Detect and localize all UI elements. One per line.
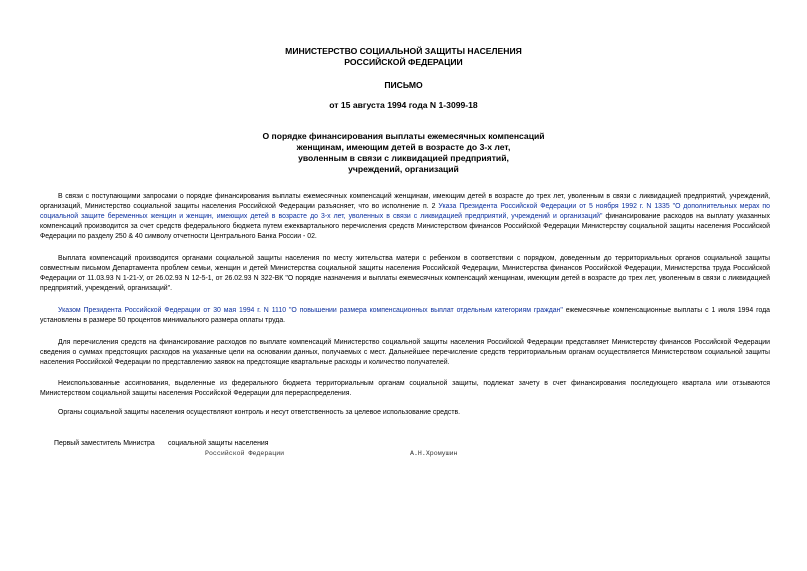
document-type: ПИСЬМО: [384, 80, 423, 90]
paragraph-2: Выплата компенсаций производится органами социальной защиты населения по месту жительства матери с ребенком в соответствии с порядком, доведенным до территориальных органов социальной защиты совместным письмом Департамента проблем семьи, женщин и детей Министерства социальной защиты населения Российской Федерации, Министерства финансов Российской Федерации, Министерства труда Российской Федерации от 11.03.93 N 1-21-У, от 26.02.93 N 12-5-1, от 26.02.93 N 322-ВК "О порядке назначения и выплаты ежемесячных компенсаций женщинам, имеющим детей в возрасте до трех лет, уволенным в связи с ликвидацией предприятий, учреждений, организаций".: [40, 255, 770, 292]
ministry-title-line2: РОССИЙСКОЙ ФЕДЕРАЦИИ: [344, 57, 463, 67]
paragraph-1-end: финансирование расходов на выплату указанных компенсаций производится за счет средств федерального бюджета путем ежеквартального перечисления средств Министерством финансов Российской Федерации Министерству социальной защиты населения Российской Федерации по разделу 250 & 40 символу отчетности Центрального Банка России - 02.: [40, 213, 770, 240]
subject-line1: О порядке финансирования выплаты ежемесячных компенсаций: [262, 131, 545, 141]
decree-1110-link[interactable]: Указом Президента Российской Федерации от 30 мая 1994 г. N 1110 "О повышении размера компенсационных выплат отдельным категориям граждан": [58, 307, 563, 314]
paragraph-5: Неиспользованные ассигнования, выделенные из федерального бюджета территориальным органам социальной защиты, подлежат зачету в счет финансирования последующего квартала или отзываются Министерством социальной защиты населения Российской Федерации для перераспределения.: [40, 380, 770, 397]
signature-org-line2: Российской Федерации: [205, 450, 285, 457]
paragraph-3: [40, 306, 770, 326]
subject-line2: женщинам, имеющим детей в возрасте до 3-х лет,: [296, 142, 511, 152]
subject-line3: уволенным в связи с ликвидацией предприятий,: [298, 153, 509, 163]
decree-1335-link[interactable]: Указа Президента Российской Федерации от 5 ноября 1992 г. N 1335 "О дополнительных мерах по социальной защите беременных женщин и женщин, имеющих детей в возрасте до 3-х лет, уволенных в связи с ликвидацией предприятий, учреждений и организаций": [40, 203, 770, 220]
paragraph-3-end: ежемесячные компенсационные выплаты с 1 июля 1994 года установлены в размере 50 процентов минимального размера оплаты труда.: [40, 307, 770, 324]
signature-position: Первый заместитель Министра: [54, 440, 155, 447]
paragraph-4: Для перечисления средств на финансирование расходов по выплате компенсаций Министерство социальной защиты населения Российской Федерации представляет Министерству финансов Российской Федерации сведения о суммах предстоящих расходов на указанные цели на основании данных, получаемых с мест. Дальнейшее перечисление средств территориальным органам осуществляется Министерством социальной защиты населения Российской Федерации по представлению заявок на предстоящие квартальные расходы и количество получателей.: [40, 339, 770, 366]
signatory-name: А.Н.Хромушин: [410, 450, 458, 457]
subject-line4: учреждений, организаций: [348, 164, 459, 174]
signature-org-line1: социальной защиты населения: [168, 440, 269, 447]
paragraph-1: [40, 192, 770, 242]
ministry-title-line1: МИНИСТЕРСТВО СОЦИАЛЬНОЙ ЗАЩИТЫ НАСЕЛЕНИЯ: [285, 46, 522, 56]
document-date: от 15 августа 1994 года N 1-3099-18: [329, 100, 478, 110]
paragraph-1-start: В связи с поступающими запросами о порядке финансирования выплаты ежемесячных компенсаций женщинам, имеющим детей в возрасте до трех лет, уволенным в связи с ликвидацией предприятий, учреждений, организаций, Министерство социальной защиты населения Российской Федерации разъясняет, что во исполнение п. 2: [40, 193, 770, 210]
paragraph-6: Органы социальной защиты населения осуществляют контроль и несут ответственность за целевое использование средств.: [58, 409, 461, 416]
